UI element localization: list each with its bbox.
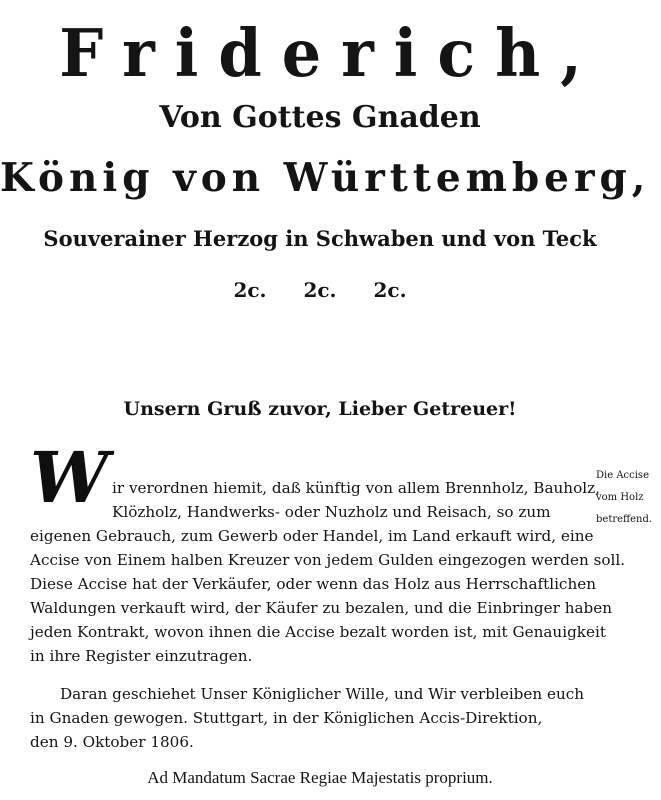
body-line: in ihre Register einzutragen. xyxy=(30,647,253,665)
body-line: den 9. Oktober 1806. xyxy=(30,733,194,751)
margin-note-line: betreffend. xyxy=(596,514,653,525)
decorated-initial: W xyxy=(30,436,109,519)
body-line: Waldungen verkauft wird, der Käufer zu bezalen, und die Einbringer haben xyxy=(30,599,613,617)
body-line: Daran geschiehet Unser Königlicher Wille, und Wir verbleiben euch xyxy=(60,685,585,703)
title-line-herzog: Souverainer Herzog in Schwaben und von Teck xyxy=(43,226,597,251)
body-line: jeden Kontrakt, wovon ihnen die Accise bezalt worden ist, mit Genauigkeit xyxy=(30,623,606,641)
body-line: ir verordnen hiemit, daß künftig von allem Brennholz, Bauholz, xyxy=(112,479,600,497)
title-line-koenig: König von Württemberg, xyxy=(0,155,651,201)
document-title: Friderich, xyxy=(59,15,602,92)
title-line-gottes-gnaden: Von Gottes Gnaden xyxy=(159,100,481,135)
margin-note-line: vom Holz xyxy=(596,492,644,503)
body-line: eigenen Gebrauch, zum Gewerb oder Handel, im Land erkauft wird, eine xyxy=(30,527,594,545)
margin-note-line: Die Accise xyxy=(596,470,649,481)
body-line: Diese Accise hat der Verkäufer, oder wenn das Holz aus Herrschaftlichen xyxy=(30,575,596,593)
greeting: Unsern Gruß zuvor, Lieber Getreuer! xyxy=(123,398,517,420)
body-line: Accise von Einem halben Kreuzer von jedem Gulden eingezogen werden soll. xyxy=(30,551,626,569)
mandate-line: Ad Mandatum Sacrae Regiae Majestatis proprium. xyxy=(147,768,493,787)
body-line: in Gnaden gewogen. Stuttgart, in der Königlichen Accis-Direktion, xyxy=(30,709,543,727)
body-line: Klözholz, Handwerks- oder Nuzholz und Reisach, so zum xyxy=(112,503,551,521)
title-etc: 2c. 2c. 2c. xyxy=(233,278,407,302)
